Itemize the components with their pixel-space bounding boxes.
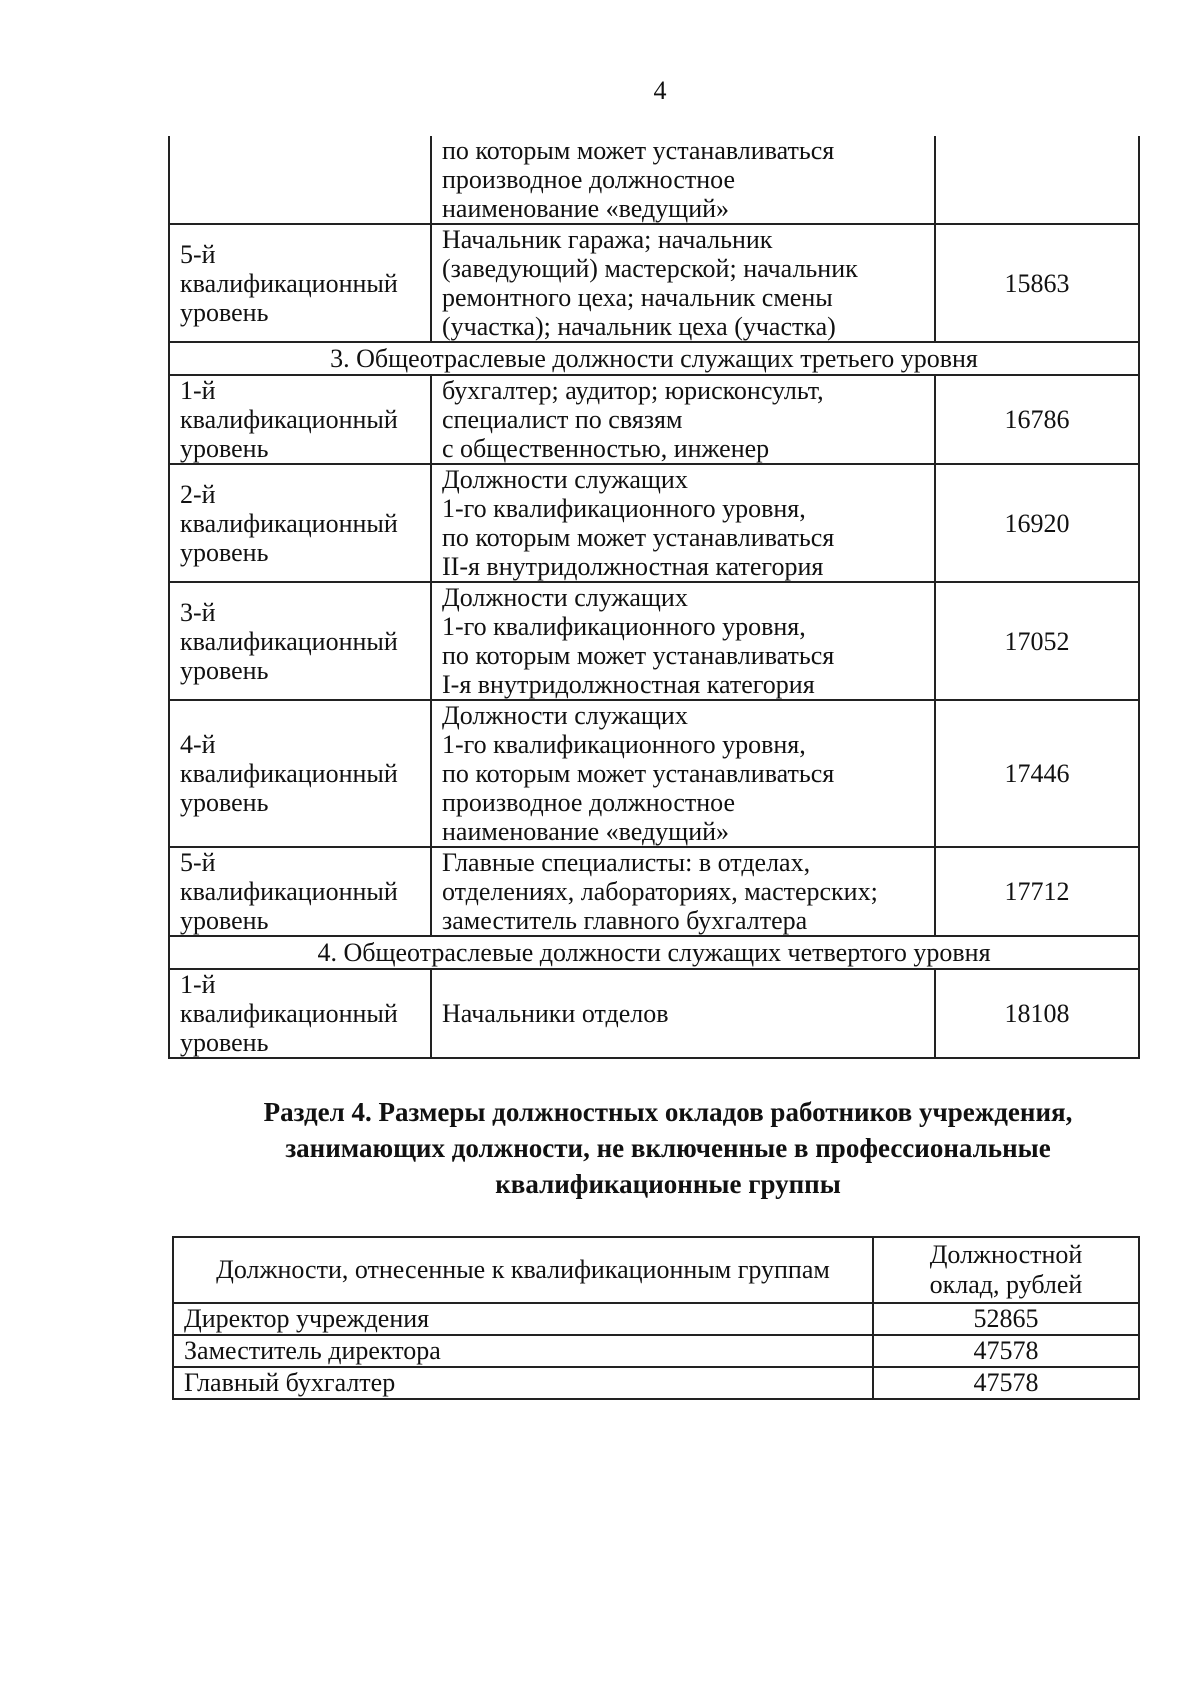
qualification-level-line: 3-й bbox=[180, 597, 216, 627]
qualification-level bbox=[169, 847, 431, 936]
position-description-line: Должности служащих bbox=[442, 583, 688, 612]
position-description bbox=[431, 847, 935, 936]
position-description-line: Должности служащих bbox=[442, 701, 688, 730]
header-positions: Должности, отнесенные к квалификационным группам bbox=[173, 1237, 873, 1303]
salary-value: 17712 bbox=[935, 847, 1139, 936]
position-description-line: наименование «ведущий» bbox=[442, 194, 730, 223]
position-description-line: отделениях, лабораториях, мастерских; bbox=[442, 877, 878, 906]
position-description-line: II-я внутридолжностная категория bbox=[442, 552, 824, 581]
position-description-line: специалист по связям bbox=[442, 405, 683, 434]
qualification-level bbox=[169, 700, 431, 847]
position-description-line: 1-го квалификационного уровня, bbox=[442, 612, 806, 641]
position-description-line: ремонтного цеха; начальник смены bbox=[442, 283, 833, 312]
qualification-level bbox=[169, 582, 431, 700]
qualification-level-line: уровень bbox=[180, 788, 269, 817]
table-row bbox=[169, 582, 1139, 700]
salary-value: 47578 bbox=[873, 1367, 1139, 1399]
qualification-level-line: 4-й bbox=[180, 730, 216, 759]
group-title: 3. Общеотраслевые должности служащих третьего уровня bbox=[169, 342, 1139, 375]
position-name: Заместитель директора bbox=[173, 1335, 873, 1367]
salary-value: 52865 bbox=[873, 1303, 1139, 1335]
position-description-line: заместитель главного бухгалтера bbox=[442, 906, 808, 935]
table-row bbox=[173, 1335, 1139, 1367]
qualification-level-line: уровень bbox=[180, 655, 269, 685]
qualification-level-line: уровень bbox=[180, 297, 269, 327]
position-description bbox=[431, 224, 935, 342]
qualification-level-line: 1-й bbox=[180, 376, 216, 405]
position-description-line: Начальники отделов bbox=[442, 999, 669, 1028]
salary-value: 17052 bbox=[935, 582, 1139, 700]
salary-table-qualification-levels bbox=[168, 136, 1140, 1059]
group-header-row bbox=[169, 936, 1139, 969]
table-row bbox=[169, 969, 1139, 1058]
qualification-level-line: 2-й bbox=[180, 479, 216, 509]
section-title-line: Раздел 4. Размеры должностных окладов работников учреждения, bbox=[263, 1097, 1073, 1127]
position-description-line: 1-го квалификационного уровня, bbox=[442, 494, 806, 523]
table-row bbox=[169, 136, 1139, 224]
header-salary-line: Должностной bbox=[929, 1240, 1083, 1269]
qualification-level bbox=[169, 969, 431, 1058]
position-description-line: Главные специалисты: в отделах, bbox=[442, 848, 811, 877]
position-description bbox=[431, 582, 935, 700]
table-row bbox=[173, 1367, 1139, 1399]
position-description bbox=[431, 375, 935, 464]
position-description-line: с общественностью, инженер bbox=[442, 434, 770, 463]
position-description-line: бухгалтер; аудитор; юрисконсульт, bbox=[442, 376, 824, 405]
qualification-level-line: 5-й bbox=[180, 239, 216, 269]
section-title-line: занимающих должности, не включенные в профессиональные bbox=[285, 1133, 1051, 1163]
position-description bbox=[431, 464, 935, 582]
position-description bbox=[431, 136, 935, 224]
qualification-level-line: квалификационный bbox=[180, 268, 398, 298]
position-name: Директор учреждения bbox=[173, 1303, 873, 1335]
qualification-level-line: уровень bbox=[180, 434, 269, 463]
position-description-line: 1-го квалификационного уровня, bbox=[442, 730, 806, 759]
table-row bbox=[173, 1303, 1139, 1335]
section-title-line: квалификационные группы bbox=[495, 1169, 841, 1199]
qualification-level-line: квалификационный bbox=[180, 626, 398, 656]
qualification-level-line: уровень bbox=[180, 537, 269, 567]
table-row bbox=[169, 847, 1139, 936]
salary-value: 17446 bbox=[935, 700, 1139, 847]
table-row bbox=[169, 224, 1139, 342]
position-description-line: Должности служащих bbox=[442, 465, 688, 494]
page-number: 4 bbox=[653, 76, 667, 105]
qualification-level-line: уровень bbox=[180, 1028, 269, 1057]
header-salary-line: оклад, рублей bbox=[929, 1270, 1083, 1299]
table-row bbox=[169, 464, 1139, 582]
position-description-line: производное должностное bbox=[442, 165, 736, 194]
position-description-line: по которым может устанавливаться bbox=[442, 136, 835, 165]
position-description bbox=[431, 969, 935, 1058]
position-name: Главный бухгалтер bbox=[173, 1367, 873, 1399]
salary-table-other-positions bbox=[172, 1236, 1140, 1400]
salary-value: 16920 bbox=[935, 464, 1139, 582]
position-description-line: наименование «ведущий» bbox=[442, 817, 730, 846]
qualification-level bbox=[169, 224, 431, 342]
position-description-line: производное должностное bbox=[442, 788, 736, 817]
qualification-level-line: квалификационный bbox=[180, 999, 398, 1028]
qualification-level-line: квалификационный bbox=[180, 877, 398, 906]
position-description-line: (участка); начальник цеха (участка) bbox=[442, 312, 836, 341]
qualification-level bbox=[169, 464, 431, 582]
position-description-line: по которым может устанавливаться bbox=[442, 759, 835, 788]
qualification-level-line: квалификационный bbox=[180, 508, 398, 538]
qualification-level-line: уровень bbox=[180, 906, 269, 935]
position-description-line: по которым может устанавливаться bbox=[442, 641, 835, 670]
qualification-level-line: квалификационный bbox=[180, 759, 398, 788]
header-salary bbox=[873, 1237, 1139, 1303]
qualification-level bbox=[169, 375, 431, 464]
position-description-line: I-я внутридолжностная категория bbox=[442, 670, 815, 699]
section-4-title bbox=[168, 1094, 1168, 1202]
position-description-line: по которым может устанавливаться bbox=[442, 523, 835, 552]
qualification-level bbox=[169, 136, 431, 224]
position-description-line: (заведующий) мастерской; начальник bbox=[442, 254, 858, 283]
salary-value: 15863 bbox=[935, 224, 1139, 342]
position-description-line: Начальник гаража; начальник bbox=[442, 225, 773, 254]
group-title: 4. Общеотраслевые должности служащих четвертого уровня bbox=[169, 936, 1139, 969]
salary-value: 47578 bbox=[873, 1335, 1139, 1367]
qualification-level-line: квалификационный bbox=[180, 405, 398, 434]
salary-value bbox=[935, 136, 1139, 224]
position-description bbox=[431, 700, 935, 847]
table-header-row bbox=[173, 1237, 1139, 1303]
qualification-level-line: 1-й bbox=[180, 970, 216, 999]
group-header-row bbox=[169, 342, 1139, 375]
table-row bbox=[169, 700, 1139, 847]
salary-value: 16786 bbox=[935, 375, 1139, 464]
qualification-level-line: 5-й bbox=[180, 848, 216, 877]
table-row bbox=[169, 375, 1139, 464]
salary-value: 18108 bbox=[935, 969, 1139, 1058]
